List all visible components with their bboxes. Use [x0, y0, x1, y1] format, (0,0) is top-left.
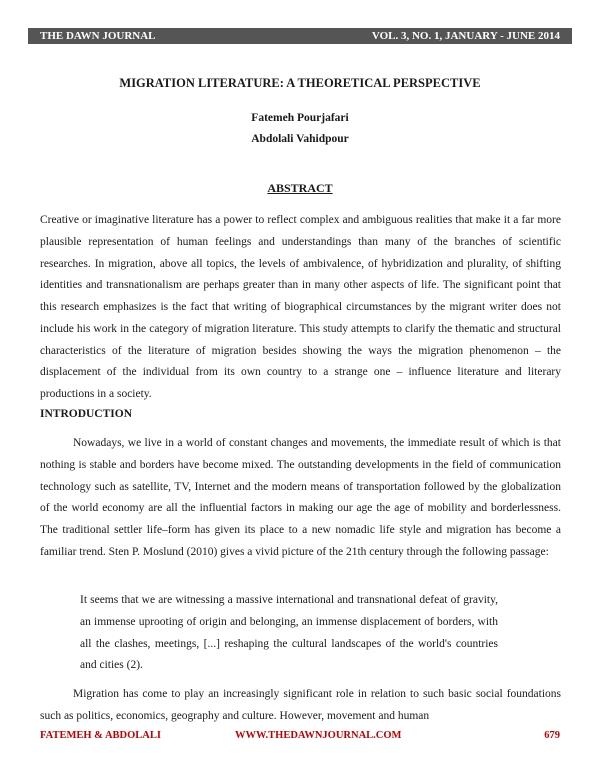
footer-authors: FATEMEH & ABDOLALI: [40, 730, 161, 741]
journal-header-bar: [28, 28, 572, 44]
author-2: Abdolali Vahidpour: [251, 133, 349, 145]
body-paragraph: Migration has come to play an increasingly significant role in relation to such basic social foundations such as politics, economics, geography and culture. However, movement and human: [40, 688, 561, 722]
introduction-paragraph: Nowadays, we live in a world of constant changes and movements, the immediate result of which is that nothing is stable and borders have become mixed. The outstanding developments in the field of communication technology such as satellite, TV, Internet and the modern means of transportation followed by the globalization of the world economy are all the influential factors in making our age the age of mobility and borderlessness. The traditional settler life–form has given its place to a new nomadic life style and migration has become a familiar trend. Sten P. Moslund (2010) gives a vivid picture of the 21th century through the following passage:: [40, 437, 561, 558]
page-footer: [40, 730, 560, 744]
abstract-body: Creative or imaginative literature has a power to reflect complex and ambiguous realities that make it a far more plausible representation of human feelings and understandings than many of the branches of scientific researches. In migration, above all topics, the levels of ambivalence, of hybridization and plurality, of shifting identities and transnationalism are perhaps greater than in many other aspects of life. The significant point that this research emphasizes is the fact that writing of biographical circumstances by the migrant writer does not include his work in the category of migration literature. This study attempts to clarify the thematic and structural characteristics of the literature of migration besides showing the ways the migration phenomenon – the displacement of the individual from its own country to a strange one – influence literature and literary productions in a society.: [40, 214, 561, 400]
author-1: Fatemeh Pourjafari: [251, 112, 349, 124]
journal-name: THE DAWN JOURNAL: [40, 30, 156, 42]
introduction-heading: INTRODUCTION: [40, 408, 133, 420]
abstract-heading: ABSTRACT: [267, 181, 333, 195]
page-number: 679: [544, 730, 560, 741]
article-title: MIGRATION LITERATURE: A THEORETICAL PERSPECTIVE: [119, 76, 481, 90]
block-quote: It seems that we are witnessing a massive international and transnational defeat of gravity, an immense uprooting of origin and belonging, an immense displacement of borders, with all the clashes, meetings, [...] reshaping the cultural landscapes of the world's countries and cities (2).: [80, 594, 498, 672]
journal-volume: VOL. 3, NO. 1, JANUARY - JUNE 2014: [371, 30, 560, 42]
footer-website-link[interactable]: WWW.THEDAWNJOURNAL.COM: [235, 730, 402, 741]
